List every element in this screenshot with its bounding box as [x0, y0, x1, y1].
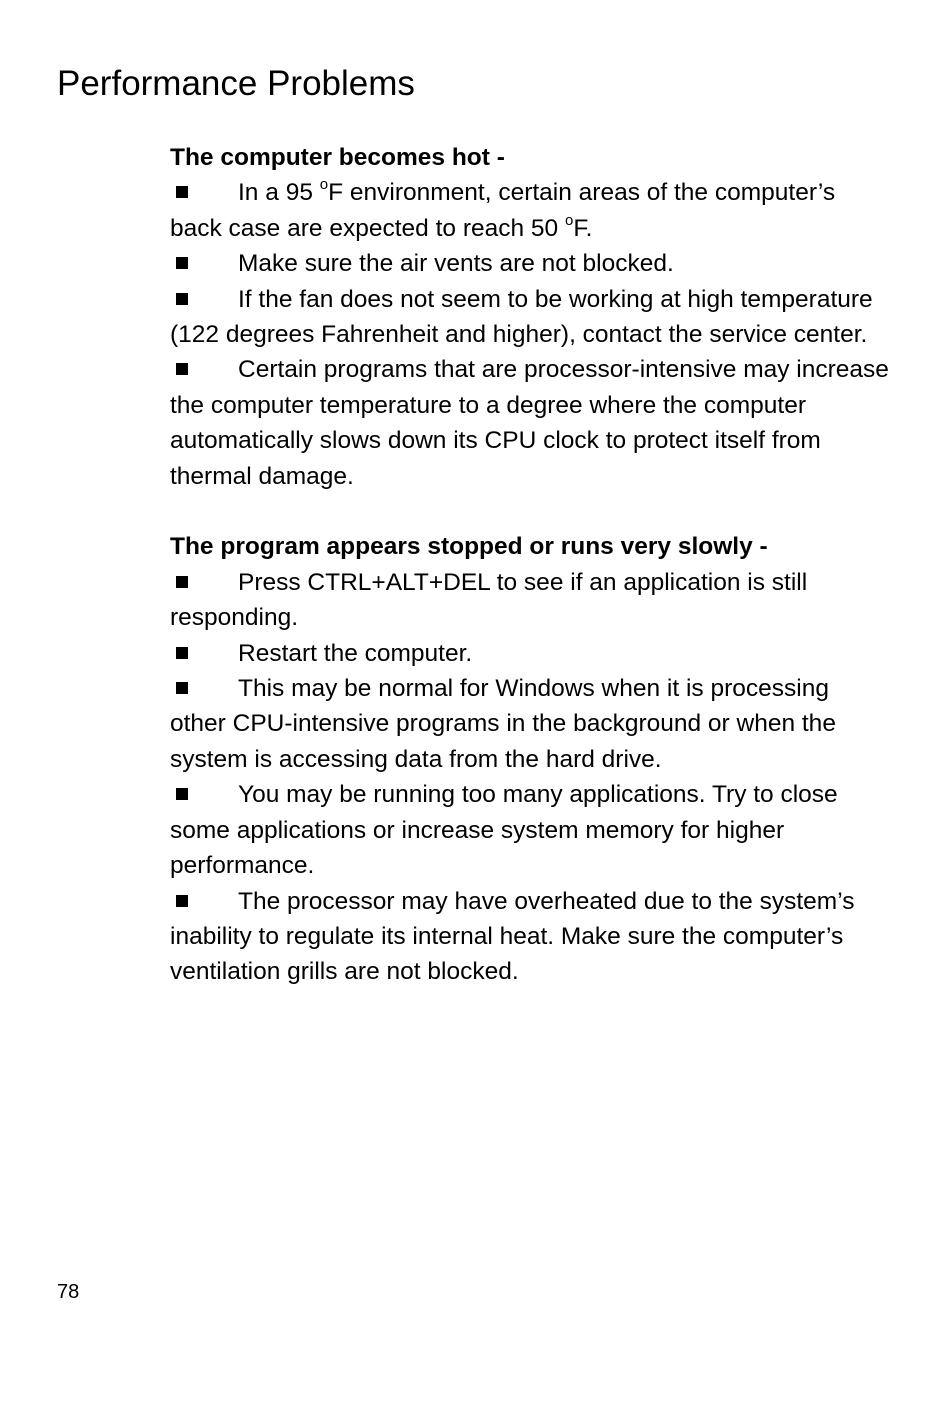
list-item [170, 175, 890, 246]
item-text: Make sure the air vents are not blocked. [238, 250, 674, 278]
list-item [170, 246, 890, 281]
item-text: If the fan does not seem to be working at high temperature (122 degrees Fahrenheit and higher), contact the service center. [170, 285, 873, 349]
black-square-bullet-icon [176, 257, 188, 269]
page-title: Performance Problems [57, 64, 415, 103]
black-square-bullet-icon [176, 293, 188, 305]
black-square-bullet-icon [176, 895, 188, 907]
item-text: Restart the computer. [238, 639, 473, 667]
degree-superscript: o [564, 211, 574, 229]
section-heading-computer-hot: The computer becomes hot - [170, 144, 505, 171]
list-item [170, 671, 890, 777]
list-item [170, 777, 890, 883]
black-square-bullet-icon [176, 186, 188, 198]
section-spacer [170, 494, 890, 529]
item-text: The processor may have overheated due to the system’s inability to regulate its internal heat. Make sure the computer’s ventilation grills are not blocked. [170, 887, 855, 986]
item-text: Press CTRL+ALT+DEL to see if an application is still responding. [170, 568, 808, 632]
item-text: F environment, certain areas of the computer’s back case are expected to reach 50 [170, 179, 836, 242]
item-text: You may be running too many applications. Try to close some applications or increase system memory for higher performance. [170, 781, 838, 880]
section-heading-program-slow: The program appears stopped or runs very slowly - [170, 533, 768, 561]
item-text: This may be normal for Windows when it is processing other CPU-intensive programs in the background or when the system is accessing data from the hard drive. [170, 675, 836, 773]
troubleshooting-content [170, 140, 890, 990]
degree-superscript: o [319, 176, 329, 194]
list-item [170, 565, 890, 636]
item-text: Certain programs that are processor-intensive may increase the computer temperature to a degree where the computer automatically slows down its CPU clock to protect itself from thermal damage. [170, 356, 889, 490]
page-number: 78 [57, 1281, 80, 1303]
black-square-bullet-icon [176, 647, 188, 659]
black-square-bullet-icon [176, 788, 188, 800]
list-item [170, 352, 890, 494]
black-square-bullet-icon [176, 363, 188, 375]
item-text-end: F. [573, 214, 593, 242]
list-item [170, 636, 890, 671]
black-square-bullet-icon [176, 576, 188, 588]
item-prefix: In a [238, 179, 286, 207]
list-item [170, 884, 890, 990]
list-item [170, 282, 890, 353]
temperature-value: 95 [285, 179, 313, 207]
black-square-bullet-icon [176, 682, 188, 694]
